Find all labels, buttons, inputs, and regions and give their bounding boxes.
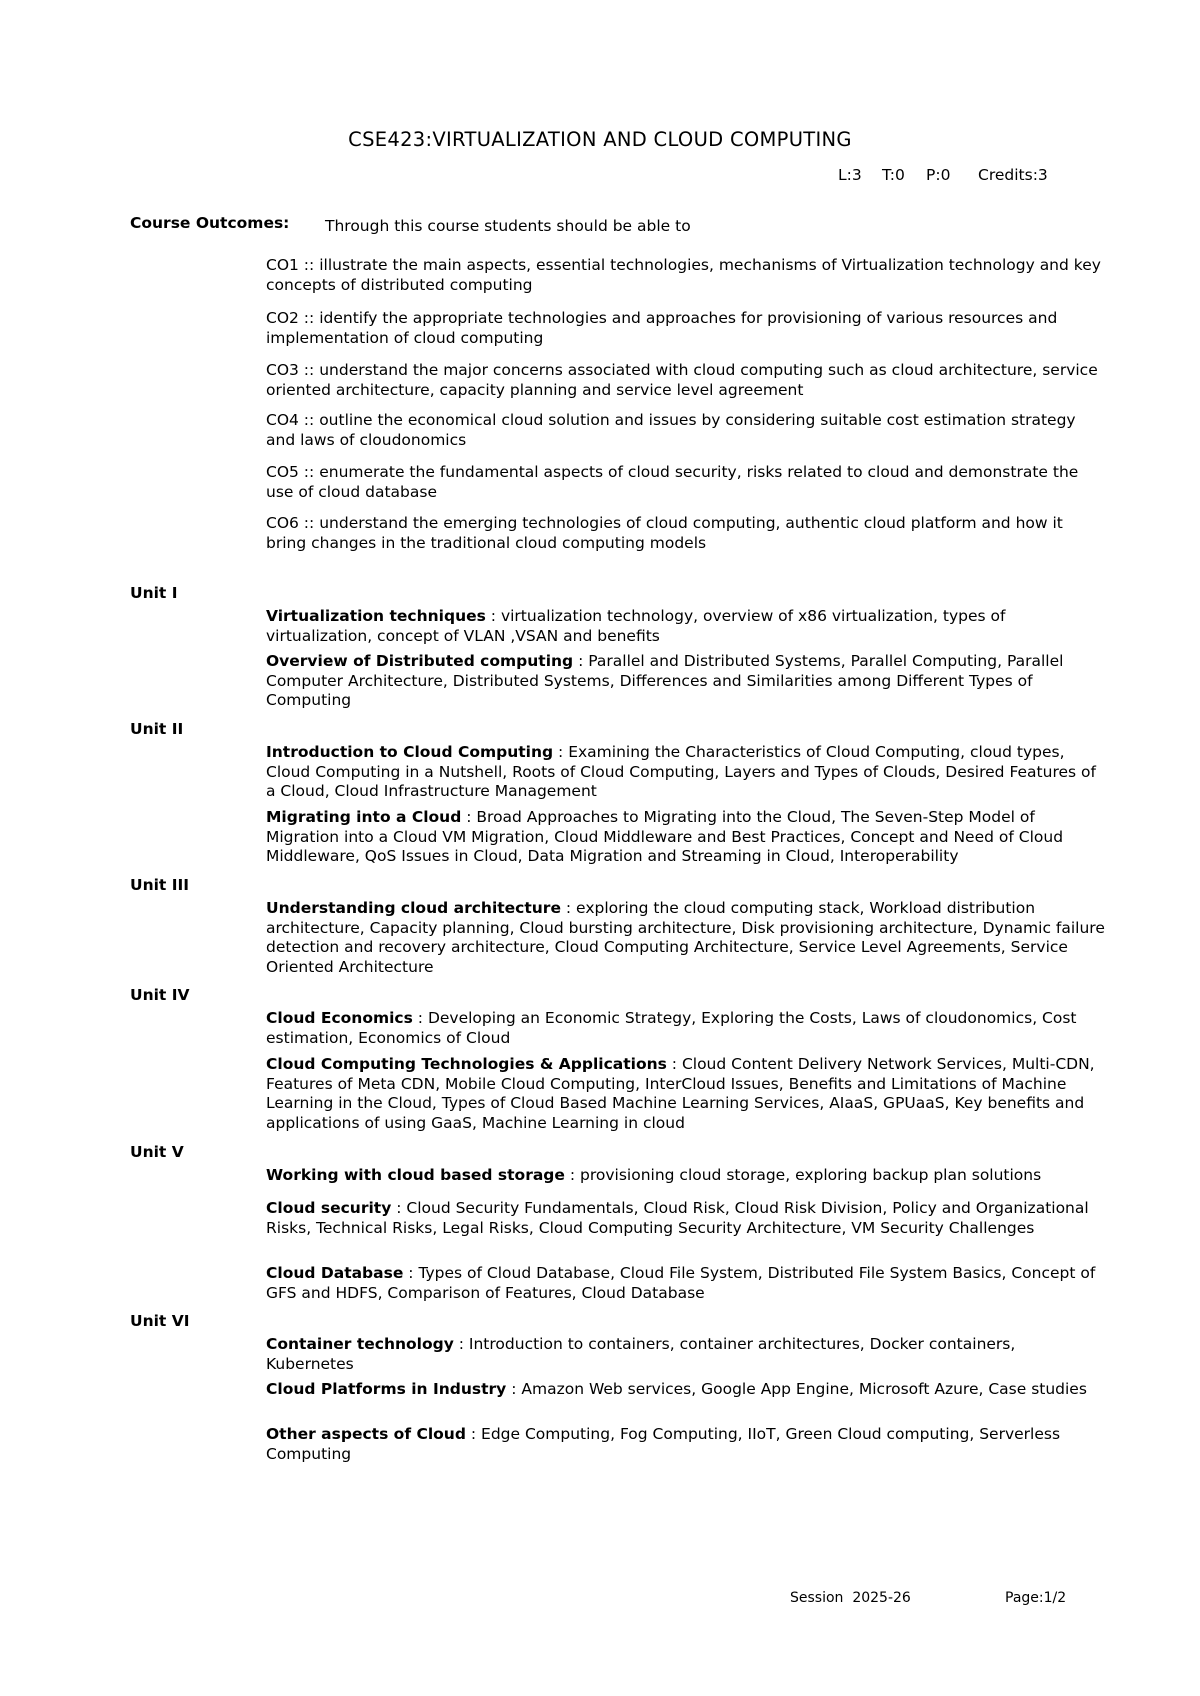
topic-text: : Cloud Content Delivery Network Services, Multi-CDN, Features of Meta CDN, Mobile Cloud Computing, InterCloud Issues, Benefits and Limitations of Machine Learning in the Cloud, Types of Cloud Based Machine Learning Services, AIaaS, GPUaaS, Key benefits and applications of using GaaS, Machine Learning in cloud <box>266 1055 1095 1132</box>
topic-text: : Parallel and Distributed Systems, Parallel Computing, Parallel Computer Architecture, Distributed Systems, Differences and Similarities among Different Types of Computing <box>266 652 1064 709</box>
outcome-code: CO1 :: <box>266 256 315 274</box>
outcome-item <box>266 514 1106 553</box>
topic-text: : Edge Computing, Fog Computing, IIoT, Green Cloud computing, Serverless Computing <box>266 1425 1061 1463</box>
outcome-text: outline the economical cloud solution and issues by considering suitable cost estimation strategy and laws of cloudonomics <box>266 411 1076 449</box>
outcome-text: understand the emerging technologies of cloud computing, authentic cloud platform and how it bring changes in the traditional cloud computing models <box>266 514 1063 552</box>
outcome-text: understand the major concerns associated with cloud computing such as cloud architecture, service oriented architecture, capacity planning and service level agreement <box>266 361 1098 399</box>
topic-title: Other aspects of Cloud <box>266 1425 466 1443</box>
outcome-code: CO2 :: <box>266 309 315 327</box>
unit-topic <box>266 1055 1106 1133</box>
unit-label: Unit II <box>130 720 184 738</box>
course-title: CSE423:VIRTUALIZATION AND CLOUD COMPUTING <box>348 128 852 151</box>
topic-text: : Types of Cloud Database, Cloud File System, Distributed File System Basics, Concept of GFS and HDFS, Comparison of Features, Cloud Database <box>266 1264 1096 1302</box>
course-outcomes-intro: Through this course students should be able to <box>325 217 691 235</box>
unit-topic <box>266 808 1106 867</box>
topic-title: Migrating into a Cloud <box>266 808 462 826</box>
unit-topic <box>266 1199 1106 1238</box>
unit-topic <box>266 1166 1106 1186</box>
unit-topic <box>266 652 1106 711</box>
topic-title: Container technology <box>266 1335 454 1353</box>
unit-label: Unit V <box>130 1143 184 1161</box>
outcome-item <box>266 411 1106 450</box>
tutorial-hours: T:0 <box>882 166 905 184</box>
outcome-code: CO5 :: <box>266 463 315 481</box>
unit-topic <box>266 607 1106 646</box>
outcome-text: enumerate the fundamental aspects of cloud security, risks related to cloud and demonstrate the use of cloud database <box>266 463 1079 501</box>
unit-topic <box>266 1425 1106 1464</box>
topic-title: Cloud Platforms in Industry <box>266 1380 507 1398</box>
topic-text: : exploring the cloud computing stack, Workload distribution architecture, Capacity planning, Cloud bursting architecture, Disk provisioning architecture, Dynamic failure detection and recovery architecture, Cloud Computing Architecture, Service Level Agreements, Service Oriented Architecture <box>266 899 1105 976</box>
topic-title: Introduction to Cloud Computing <box>266 743 554 761</box>
topic-title: Cloud security <box>266 1199 392 1217</box>
topic-text: : Developing an Economic Strategy, Exploring the Costs, Laws of cloudonomics, Cost estimation, Economics of Cloud <box>266 1009 1077 1047</box>
page-number: Page:1/2 <box>1005 1590 1067 1606</box>
credits: Credits:3 <box>978 166 1048 184</box>
topic-title: Overview of Distributed computing <box>266 652 574 670</box>
course-outcomes-heading: Course Outcomes: <box>130 214 290 232</box>
outcome-item <box>266 256 1106 295</box>
topic-text: : Introduction to containers, container architectures, Docker containers, Kubernetes <box>266 1335 1016 1373</box>
unit-topic <box>266 1380 1106 1400</box>
topic-text: : Examining the Characteristics of Cloud Computing, cloud types, Cloud Computing in a Nutshell, Roots of Cloud Computing, Layers and Types of Clouds, Desired Features of a Cloud, Cloud Infrastructure Management <box>266 743 1096 800</box>
outcome-text: illustrate the main aspects, essential technologies, mechanisms of Virtualization technology and key concepts of distributed computing <box>266 256 1101 294</box>
session-label: Session 2025-26 <box>790 1590 911 1606</box>
unit-topic <box>266 899 1106 977</box>
topic-title: Understanding cloud architecture <box>266 899 561 917</box>
unit-label: Unit III <box>130 876 190 894</box>
lecture-hours: L:3 <box>838 166 862 184</box>
unit-topic <box>266 1009 1106 1048</box>
outcome-text: identify the appropriate technologies and approaches for provisioning of various resources and implementation of cloud computing <box>266 309 1058 347</box>
unit-label: Unit VI <box>130 1312 190 1330</box>
topic-text: : Cloud Security Fundamentals, Cloud Risk, Cloud Risk Division, Policy and Organizational Risks, Technical Risks, Legal Risks, Cloud Computing Security Architecture, VM Security Challenges <box>266 1199 1089 1237</box>
topic-text: : virtualization technology, overview of x86 virtualization, types of virtualization, concept of VLAN ,VSAN and benefits <box>266 607 1006 645</box>
topic-title: Cloud Database <box>266 1264 404 1282</box>
outcome-code: CO3 :: <box>266 361 315 379</box>
outcome-code: CO4 :: <box>266 411 315 429</box>
topic-text: : provisioning cloud storage, exploring backup plan solutions <box>569 1166 1042 1184</box>
topic-title: Cloud Computing Technologies & Applications <box>266 1055 667 1073</box>
topic-text: : Amazon Web services, Google App Engine, Microsoft Azure, Case studies <box>511 1380 1087 1398</box>
topic-text: : Broad Approaches to Migrating into the Cloud, The Seven-Step Model of Migration into a Cloud VM Migration, Cloud Middleware and Best Practices, Concept and Need of Cloud Middleware, QoS Issues in Cloud, Data Migration and Streaming in Cloud, Interoperability <box>266 808 1064 865</box>
unit-label: Unit IV <box>130 986 190 1004</box>
outcome-item <box>266 361 1106 400</box>
unit-topic <box>266 1335 1106 1374</box>
unit-topic <box>266 1264 1106 1303</box>
unit-label: Unit I <box>130 584 178 602</box>
topic-title: Virtualization techniques <box>266 607 486 625</box>
outcome-code: CO6 :: <box>266 514 315 532</box>
topic-title: Cloud Economics <box>266 1009 413 1027</box>
topic-title: Working with cloud based storage <box>266 1166 565 1184</box>
unit-topic <box>266 743 1106 802</box>
outcome-item <box>266 309 1106 348</box>
outcome-item <box>266 463 1106 502</box>
practical-hours: P:0 <box>926 166 951 184</box>
